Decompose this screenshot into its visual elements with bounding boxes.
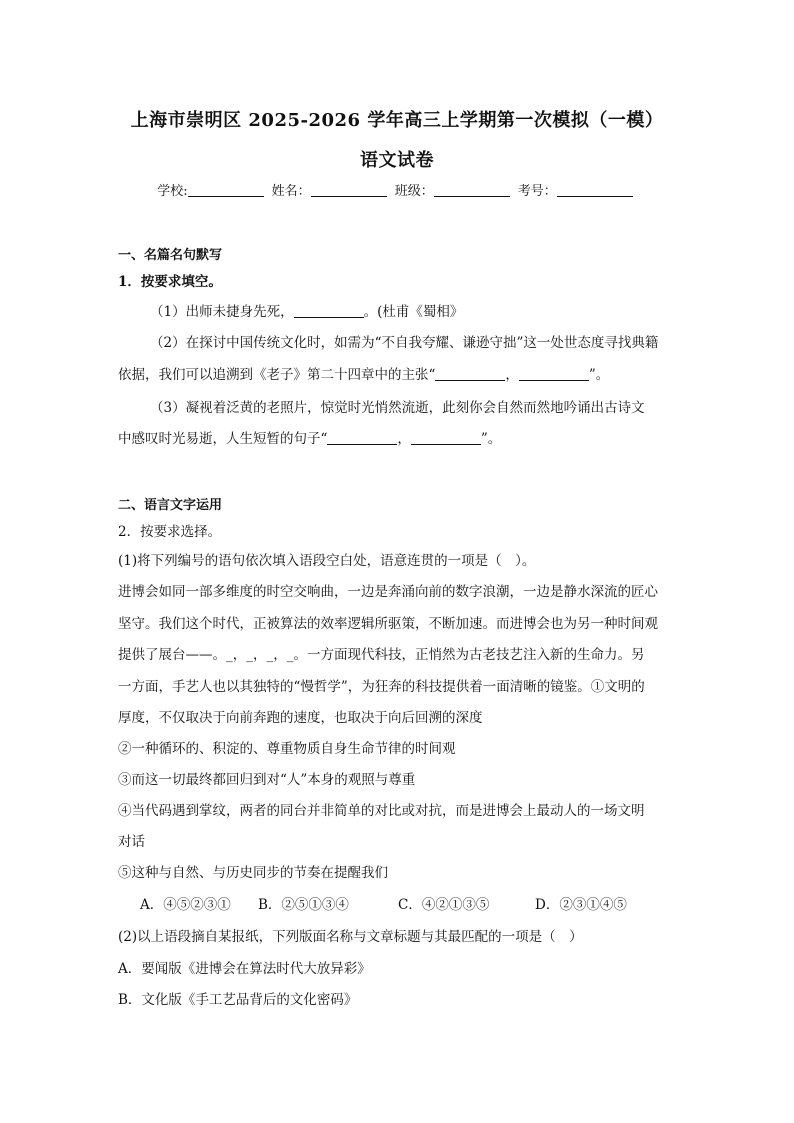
sub-question-stem: (1)将下列编号的语句依次填入语段空白处，语意连贯的一项是（ ）。 [118, 553, 536, 569]
question-item-cont [118, 427, 501, 447]
question-item: （3）凝视着泛黄的老照片，惊觉时光悄然流逝，此刻你会自然而然地吟诵出古诗文 [150, 400, 645, 416]
student-info-row [0, 180, 794, 199]
option-b: B．文化版《手工艺品背后的文化密码》 [118, 992, 358, 1008]
section-heading: 二、语言文字运用 [118, 498, 223, 513]
answer-blank [294, 305, 364, 318]
passage-line: 厚度，不仅取决于向前奔跑的速度，也取决于向后回溯的深度 [118, 710, 483, 726]
passage-line: 坚守。我们这个时代，正被算法的效率逻辑所驱策，不断加速。而进博会也为另一种时间观 [118, 616, 658, 632]
school-blank [188, 184, 264, 197]
passage-line: 一方面，手艺人也以其独特的“慢哲学”，为狂奔的科技提供着一面清晰的镜鉴。①文明的 [118, 679, 645, 695]
sentence-item: ②一种循环的、积淀的、尊重物质自身生命节律的时间观 [118, 741, 456, 757]
exam-title: 上海市崇明区 2025-2026 学年高三上学期第一次模拟（一模） [130, 110, 664, 131]
option-b: B．②⑤①③④ [258, 897, 349, 913]
sentence-item: ③而这一切最终都回归到对“人”本身的观照与尊重 [118, 772, 416, 788]
number-blank [557, 184, 633, 197]
exam-subtitle: 语文试卷 [360, 150, 434, 171]
class-label: 班级： [394, 184, 434, 199]
question-text: 中感叹时光易逝，人生短暂的句子“ [118, 431, 328, 447]
sentence-item-cont: 对话 [118, 834, 145, 850]
sub-question-stem: (2)以上语段摘自某报纸，下列版面名称与文章标题与其最匹配的一项是（ ） [118, 929, 583, 945]
question-stem: 1．按要求填空。 [118, 274, 222, 290]
option-d: D．②③①④⑤ [535, 897, 627, 913]
name-label: 姓名： [271, 184, 311, 199]
question-text: ”。 [480, 431, 502, 447]
passage-line: 进博会如同一部多维度的时空交响曲，一边是奔涌向前的数字浪潮，一边是静水深流的匠心 [118, 584, 658, 600]
option-a: A．④⑤②③① [140, 897, 231, 913]
school-label: 学校: [157, 184, 188, 199]
answer-blank [519, 368, 589, 381]
question-item-cont [118, 363, 609, 383]
question-text: ”。 [588, 367, 610, 383]
question-item [150, 300, 463, 320]
question-text: ， [505, 367, 519, 383]
question-stem: 2．按要求选择。 [118, 524, 222, 540]
passage-line: 提供了展台——。_，_，_，_。一方面现代科技，正悄然为古老技艺注入新的生命力。另 [118, 647, 645, 663]
option-a: A．要闻版《进博会在算法时代大放异彩》 [118, 961, 371, 977]
question-text: 。(杜甫《蜀相》 [363, 304, 464, 320]
section-heading: 一、名篇名句默写 [118, 248, 223, 263]
answer-blank [327, 432, 397, 445]
answer-blank [411, 432, 481, 445]
name-blank [311, 184, 387, 197]
question-text: ， [397, 431, 411, 447]
sentence-item: ⑤这种与自然、与历史同步的节奏在提醒我们 [118, 865, 388, 881]
number-label: 考号： [517, 184, 557, 199]
option-c: C．④②①③⑤ [398, 897, 490, 913]
question-item: （2）在探讨中国传统文化时，如需为“不自我夸耀、谦逊守拙”这一处世态度寻找典籍 [150, 335, 659, 351]
class-blank [434, 184, 510, 197]
question-text: （1）出师未捷身先死， [150, 304, 294, 320]
answer-blank [435, 368, 505, 381]
sentence-item: ④当代码遇到掌纹，两者的同台并非简单的对比或对抗，而是进博会上最动人的一场文明 [118, 803, 645, 819]
question-text: 依据，我们可以追溯到《老子》第二十四章中的主张“ [118, 367, 436, 383]
